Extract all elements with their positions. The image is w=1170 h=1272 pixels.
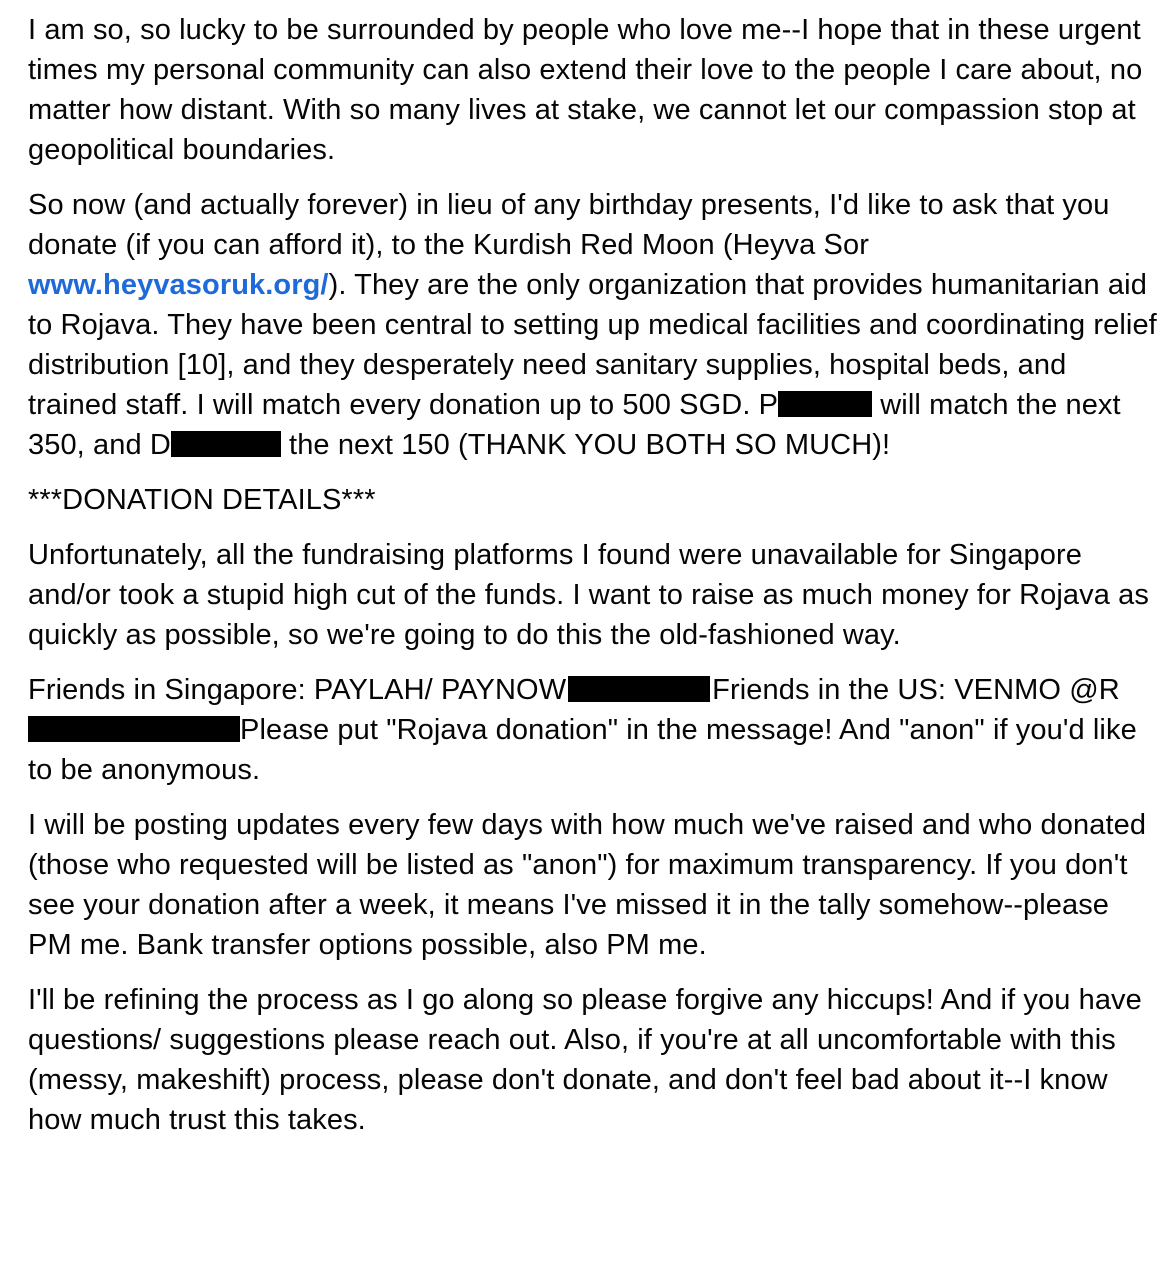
request-text-middle: ). They are the only organization that provides humanitarian aid to Rojava. They have been central to setting up medical facilities and coordinating relief distribution [10], and they desperately need sanitary supplies, hospital beds, and trained staff. I will match every donation up to 500 SGD. P — [28, 269, 1157, 421]
donation-details-heading: ***DONATION DETAILS*** — [28, 484, 376, 516]
request-text-start: So now (and actually forever) in lieu of any birthday presents, I'd like to ask that you donate (if you can afford it), to the Kurdish Red Moon (Heyva Sor — [28, 189, 1110, 261]
redacted-paynow-block — [568, 676, 710, 702]
redacted-venmo-block — [28, 716, 240, 742]
redacted-name-block — [171, 431, 281, 457]
redacted-name-block — [778, 391, 872, 417]
post-paragraph-platforms: Unfortunately, all the fundraising platforms I found were unavailable for Singapore and/or took a stupid high cut of the funds. I want to raise as much money for Rojava as quickly as possible, so we're going to do this the old-fashioned way. — [28, 539, 1149, 651]
post-paragraph-intro: I am so, so lucky to be surrounded by people who love me--I hope that in these urgent times my personal community can also extend their love to the people I care about, no matter how distant. With so many lives at stake, we cannot let our compassion stop at geopolitical boundaries. — [28, 14, 1143, 166]
payment-instructions-text: Please put "Rojava donation" in the message! And "anon" if you'd like to be anonymous. — [28, 714, 1137, 786]
singapore-payment-text: Friends in Singapore: PAYLAH/ PAYNOW — [28, 674, 567, 706]
us-payment-text: Friends in the US: VENMO @R — [712, 674, 1120, 706]
post-paragraph-payment — [28, 670, 1158, 790]
request-text-match: will match the next 350, and D — [28, 389, 1121, 461]
heyva-sor-link[interactable]: www.heyvasoruk.org/ — [28, 269, 329, 301]
request-text-end: the next 150 (THANK YOU BOTH SO MUCH)! — [280, 429, 891, 461]
post-paragraph-closing: I'll be refining the process as I go along so please forgive any hiccups! And if you have questions/ suggestions please reach out. Also, if you're at all uncomfortable with this (messy, makeshift) process, please don't donate, and don't feel bad about it--I know how much trust this takes. — [28, 984, 1142, 1136]
post-body — [28, 10, 1158, 1155]
post-paragraph-request — [28, 185, 1158, 465]
post-paragraph-updates: I will be posting updates every few days with how much we've raised and who donated (those who requested will be listed as "anon") for maximum transparency. If you don't see your donation after a week, it means I've missed it in the tally somehow--please PM me. Bank transfer options possible, also PM me. — [28, 809, 1147, 961]
